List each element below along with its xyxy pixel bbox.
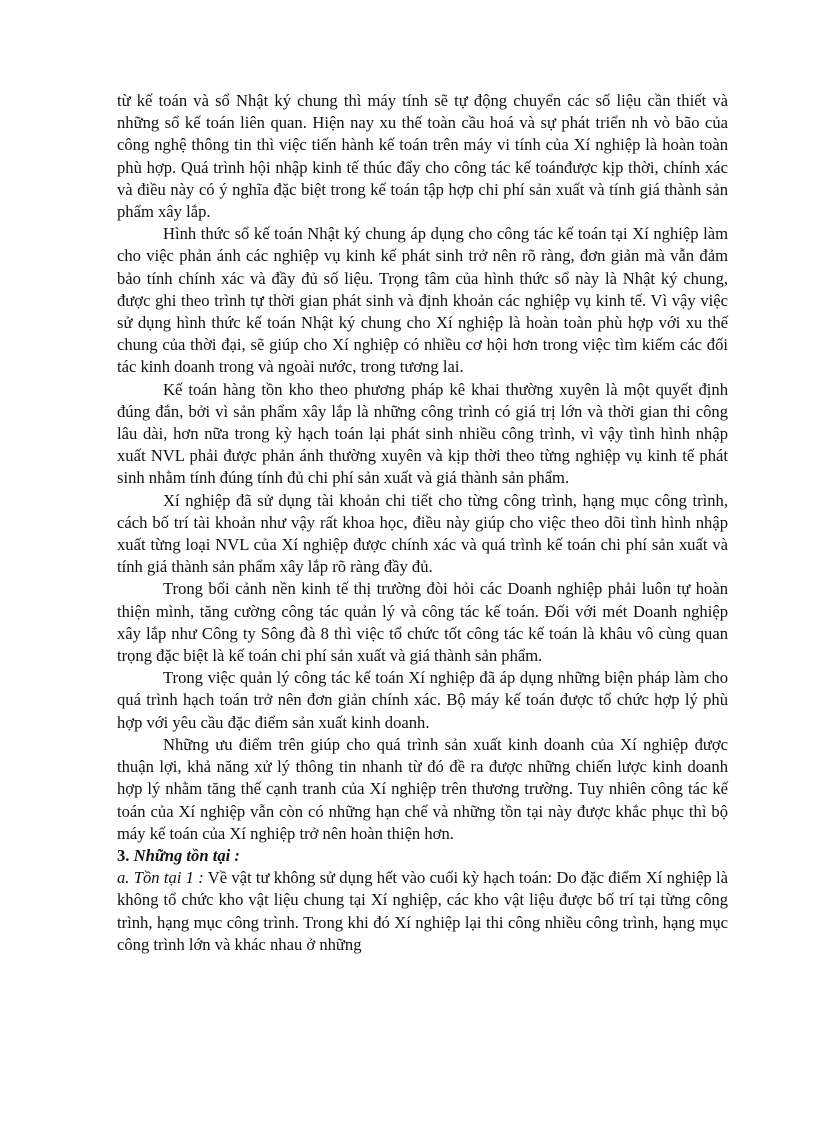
paragraph-journal-form: Hình thức sổ kế toán Nhật ký chung áp dụng cho công tác kế toán tại Xí nghiệp làm cho việc phản ánh các nghiệp vụ kinh kế phát sinh trở nên rõ ràng, đơn giản mà vẫn đảm bảo tính chính xác và đầy đủ số liệu. Trọng tâm của hình thức sổ này là Nhật ký chung, được ghi theo trình tự thời gian phát sinh và định khoản các nghiệp vụ kinh tế. Vì vậy việc sử dụng hình thức kế toán Nhật ký chung cho Xí nghiệp là hoàn toàn phù hợp với xu thế chung của thời đại, sẽ giúp cho Xí nghiệp có nhiều cơ hội hơn trong việc tìm kiếm các đối tác kinh doanh trong và ngoài nước, trong tương lai. — [117, 224, 728, 377]
subsection-text: Về vật tư không sử dụng hết vào cuối kỳ hạch toán: Do đặc điểm Xí nghiệp là không tổ chức kho vật liệu chung tại Xí nghiệp, các kho vật liệu được bố trí tại từng công trình, hạng mục công trình. Trong khi đó Xí nghiệp lại thi công nhiều công trình, hạng mục công trình lớn và khác nhau ở những — [117, 868, 728, 954]
subsection-paragraph — [117, 867, 728, 956]
paragraph-advantages: Những ưu điểm trên giúp cho quá trình sản xuất kinh doanh của Xí nghiệp được thuận lợi, khả năng xử lý thông tin nhanh từ đó đề ra được những chiến lược kinh doanh hợp lý nhằm tăng thế cạnh tranh của Xí nghiệp trên thương trường. Tuy nhiên công tác kế toán của Xí nghiệp vẫn còn có những hạn chế và những tồn tại này được khắc phục thì bộ máy kế toán của Xí nghiệp trở nên hoàn thiện hơn. — [117, 734, 728, 843]
section-number: 3. — [117, 845, 130, 865]
paragraph-continuation: từ kế toán và sổ Nhật ký chung thì máy tính sẽ tự động chuyển các số liệu cần thiết và những sổ kế toán liên quan. Hiện nay xu thế toàn cầu hoá và sự phát triển nh vò bão của công nghệ thông tin thì việc tiến hành kế toán trên máy vi tính của Xí nghiệp là hoàn toàn phù hợp. Quá trình hội nhập kinh tế thúc đẩy cho công tác kế toánđược kịp thời, chính xác và điều này có ý nghĩa đặc biệt trong kế toán tập hợp chi phí sản xuất và tính giá thành sản phẩm xây lắp. — [117, 91, 728, 222]
paragraph-market-context: Trong bối cảnh nền kinh tế thị trường đòi hỏi các Doanh nghiệp phải luôn tự hoàn thiện mình, tăng cường công tác quản lý và công tác kế toán. Đối với mét Doanh nghiệp xây lắp như Công ty Sông đà 8 thì việc tổ chức tốt công tác kế toán là khâu vô cùng quan trọng đặc biệt là kế toán chi phí sản xuất và giá thành sản phẩm. — [117, 579, 728, 666]
section-title: Những tồn tại : — [133, 845, 240, 865]
section-heading — [117, 845, 728, 867]
paragraph-inventory: Kế toán hàng tồn kho theo phương pháp kê khai thường xuyên là một quyết định đúng đắn, bởi vì sản phẩm xây lắp là những công trình có giá trị lớn và thời gian thi công lâu dài, hơn nữa trong kỳ hạch toán lại phát sinh nhiều công trình, vì vậy tình hình nhập xuất NVL phải được phản ánh thường xuyên và kịp thời theo từng nghiệp vụ kinh tế phát sinh nhằm tính đúng tính đủ chi phí sản xuất và giá thành sản phẩm. — [117, 379, 728, 488]
paragraph-accounts: Xí nghiệp đã sử dụng tài khoản chi tiết cho từng công trình, hạng mục công trình, cách bố trí tài khoản như vậy rất khoa học, điều này giúp cho việc theo dõi tình hình nhập xuất từng loại NVL của Xí nghiệp được chính xác và quá trình kế toán chi phí sản xuất và tính giá thành sản phẩm xây lắp rõ ràng đầy đủ. — [117, 490, 728, 577]
paragraph-management: Trong việc quản lý công tác kế toán Xí nghiệp đã áp dụng những biện pháp làm cho quá trình hạch toán trở nên đơn giản chính xác. Bộ máy kế toán được tổ chức hợp lý phù hợp với yêu cầu đặc điểm sản xuất kinh doanh. — [117, 668, 728, 732]
document-page — [117, 90, 728, 956]
subsection-label: a. Tồn tại 1 : — [117, 868, 204, 888]
